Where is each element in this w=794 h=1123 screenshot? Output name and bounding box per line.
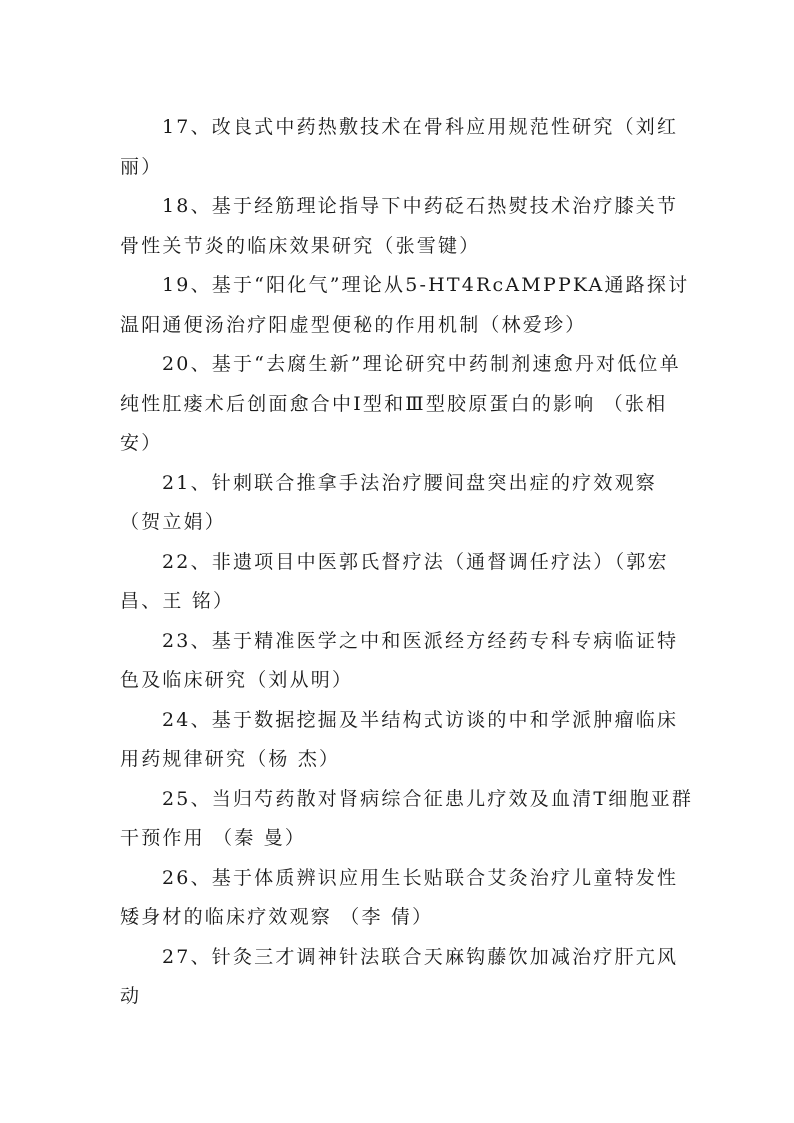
list-item: 24、基于数据挖掘及半结构式访谈的中和学派肿瘤临床用药规律研究（杨 杰） [120, 708, 679, 770]
list-item: 20、基于“去腐生新”理论研究中药制剂速愈丹对低位单纯性肛瘘术后创面愈合中Ⅰ型和Ⅲ型胶原蛋白的影响 （张相安） [120, 353, 681, 454]
list-item: 18、基于经筋理论指导下中药砭石热熨技术治疗膝关节骨性关节炎的临床效果研究（张雪键） [120, 195, 679, 257]
list-item: 23、基于精准医学之中和医派经方经药专科专病临证特色及临床研究（刘从明） [120, 629, 679, 691]
list-item: 26、基于体质辨识应用生长贴联合艾灸治疗儿童特发性矮身材的临床疗效观察 （李 倩） [120, 866, 679, 928]
document-body [120, 108, 694, 1017]
list-item: 27、针灸三才调神针法联合天麻钩藤饮加减治疗肝亢风动 [120, 945, 679, 1007]
list-item: 19、基于“阳化气”理论从5-HT4RcAMPPKA通路探讨温阳通便汤治疗阳虚型便秘的作用机制（林爱珍） [120, 274, 690, 336]
list-item: 21、针刺联合推拿手法治疗腰间盘突出症的疗效观察（贺立娟） [120, 471, 657, 533]
list-item: 17、改良式中药热敷技术在骨科应用规范性研究（刘红丽） [120, 116, 679, 178]
list-item: 25、当归芍药散对肾病综合征患儿疗效及血清T细胞亚群干预作用 （秦 曼） [120, 787, 694, 849]
list-item: 22、非遗项目中医郭氏督疗法（通督调任疗法）（郭宏昌、王 铭） [120, 550, 669, 612]
